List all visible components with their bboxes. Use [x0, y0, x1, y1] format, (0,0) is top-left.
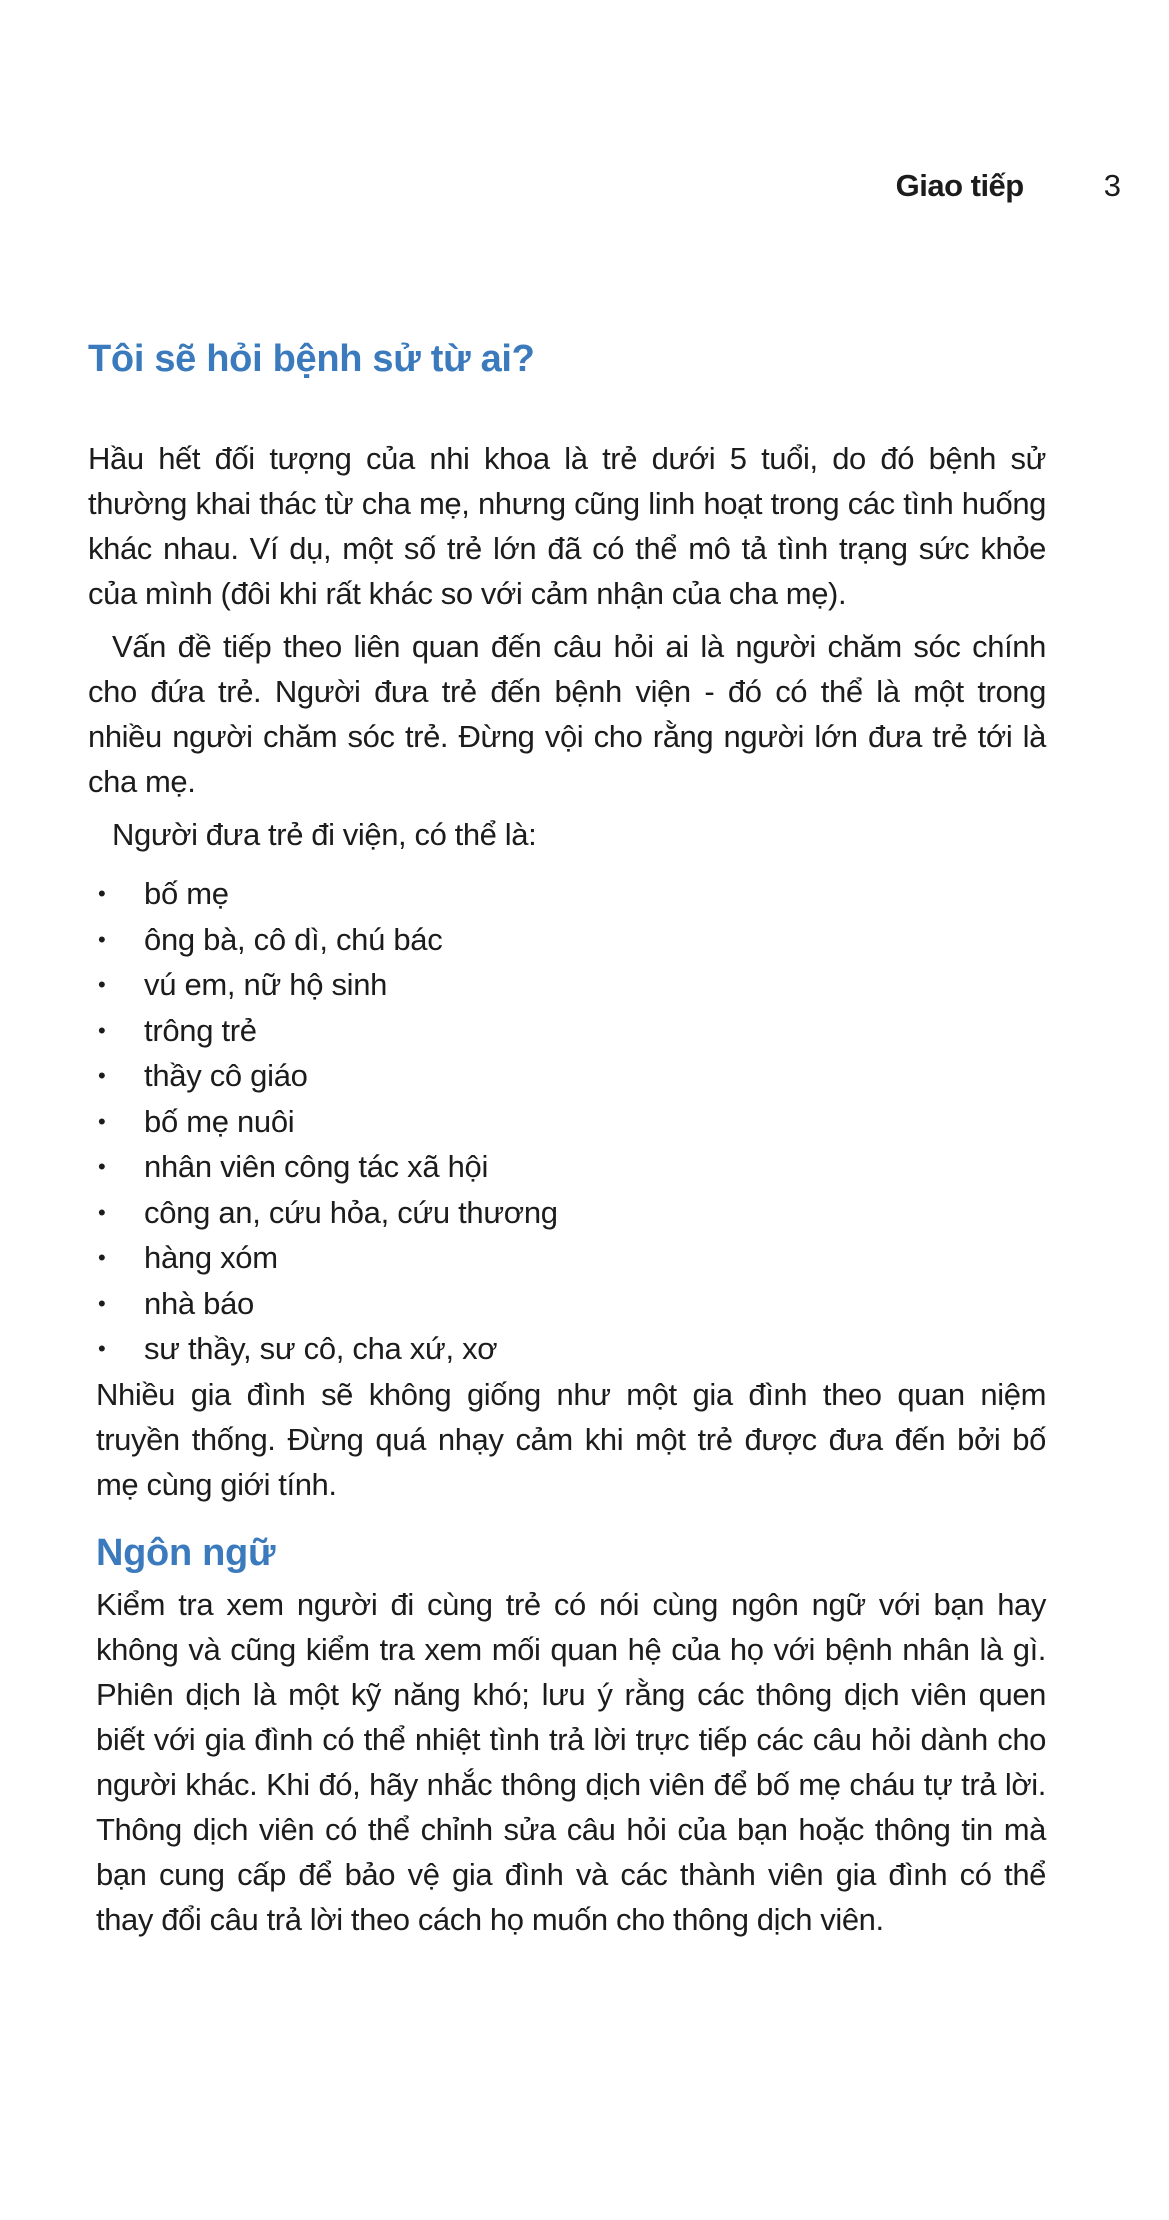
- list-item: • sư thầy, sư cô, cha xứ, xơ: [88, 1326, 1046, 1372]
- paragraph-caregiver: Vấn đề tiếp theo liên quan đến câu hỏi ai là người chăm sóc chính cho đứa trẻ. Người đưa trẻ đến bệnh viện - đó có thể là một trong nhiều người chăm sóc trẻ. Đừng vội cho rằng người lớn đưa trẻ tới là cha mẹ.: [88, 629, 1046, 799]
- bullet-icon: •: [98, 1154, 106, 1179]
- bullet-icon: •: [98, 926, 106, 952]
- section-history-body: [88, 436, 1046, 1372]
- bullet-icon: •: [98, 1063, 106, 1088]
- bullet-icon: •: [98, 1245, 106, 1270]
- list-item: • trông trẻ: [88, 1008, 1046, 1054]
- paragraph-intro: Hầu hết đối tượng của nhi khoa là trẻ dưới 5 tuổi, do đó bệnh sử thường khai thác từ cha mẹ, nhưng cũng linh hoạt trong các tình huống khác nhau. Ví dụ, một số trẻ lớn đã có thể mô tả tình trạng sức khỏe của mình (đôi khi rất khác so với cảm nhận của cha mẹ).: [88, 441, 1046, 611]
- section-language: [96, 1528, 1046, 1942]
- section-heading-history: Tôi sẽ hỏi bệnh sử từ ai?: [88, 338, 535, 380]
- bullet-icon: •: [98, 1108, 106, 1134]
- bullet-icon: •: [98, 972, 106, 997]
- caregiver-list: [88, 871, 1046, 1372]
- bullet-icon: •: [98, 1017, 106, 1043]
- list-item: • thầy cô giáo: [88, 1053, 1046, 1099]
- list-item: • bố mẹ nuôi: [88, 1099, 1046, 1145]
- running-header: [896, 164, 1121, 208]
- list-item: • nhân viên công tác xã hội: [88, 1144, 1046, 1190]
- paragraph-closing-block: [96, 1372, 1046, 1507]
- list-item: • bố mẹ: [88, 871, 1046, 917]
- page-number: 3: [1103, 168, 1121, 203]
- list-item: • nhà báo: [88, 1281, 1046, 1327]
- bullet-icon: •: [98, 881, 106, 906]
- list-item: • ông bà, cô dì, chú bác: [88, 917, 1046, 963]
- list-item: • vú em, nữ hộ sinh: [88, 962, 1046, 1008]
- paragraph-language: Kiểm tra xem người đi cùng trẻ có nói cùng ngôn ngữ với bạn hay không và cũng kiểm tra xem mối quan hệ của họ với bệnh nhân là gì. Phiên dịch là một kỹ năng khó; lưu ý rằng các thông dịch viên quen biết với gia đình có thể nhiệt tình trả lời trực tiếp các câu hỏi dành cho người khác. Khi đó, hãy nhắc thông dịch viên để bố mẹ cháu tự trả lời. Thông dịch viên có thể chỉnh sửa câu hỏi của bạn hoặc thông tin mà bạn cung cấp để bảo vệ gia đình và các thành viên gia đình có thể thay đổi câu trả lời theo cách họ muốn cho thông dịch viên.: [96, 1587, 1046, 1937]
- bullet-icon: •: [98, 1199, 106, 1225]
- bullet-icon: •: [98, 1290, 106, 1316]
- paragraph-closing: Nhiều gia đình sẽ không giống như một gia đình theo quan niệm truyền thống. Đừng quá nhạy cảm khi một trẻ được đưa đến bởi bố mẹ cùng giới tính.: [96, 1377, 1046, 1502]
- bullet-icon: •: [98, 1336, 106, 1361]
- list-item: • công an, cứu hỏa, cứu thương: [88, 1190, 1046, 1236]
- paragraph-list-intro: Người đưa trẻ đi viện, có thể là:: [112, 817, 537, 852]
- running-title: Giao tiếp: [895, 168, 1024, 203]
- list-item: • hàng xóm: [88, 1235, 1046, 1281]
- section-heading-language: Ngôn ngữ: [96, 1532, 276, 1574]
